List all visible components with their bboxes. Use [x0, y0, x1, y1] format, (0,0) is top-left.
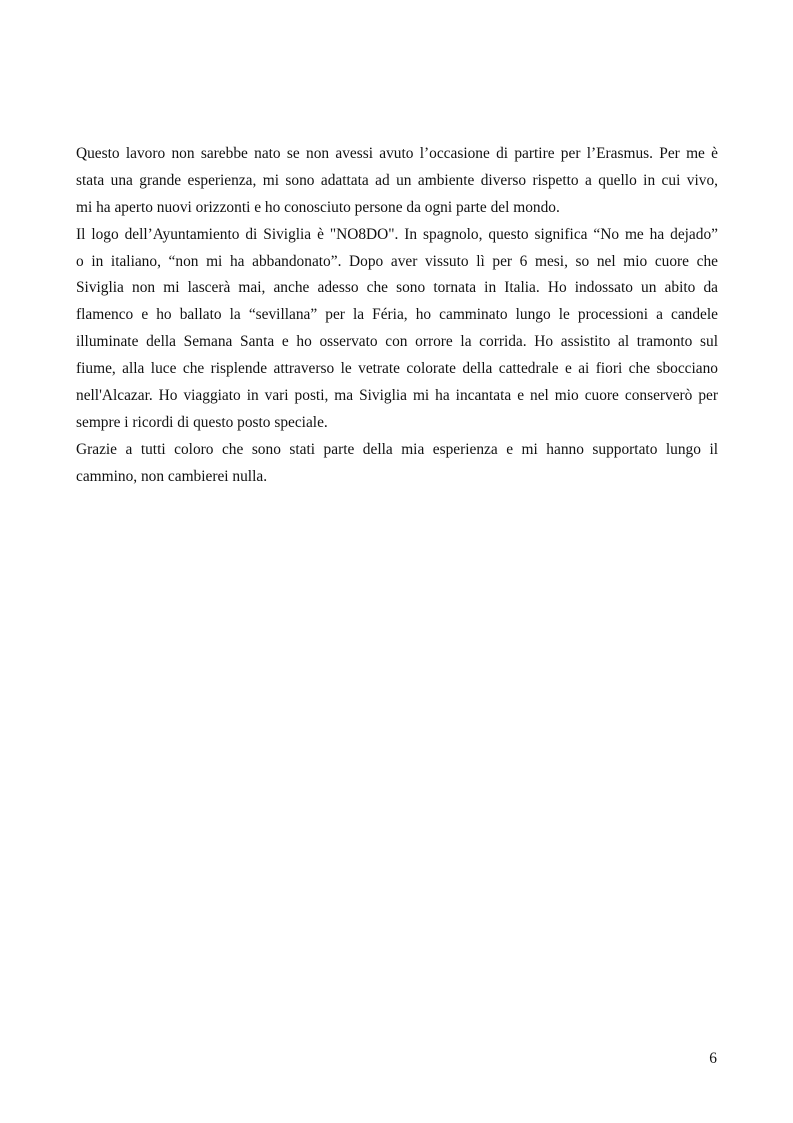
text-line: illuminate della Semana Santa e ho osservato con orrore la corrida. Ho assistito al tramonto sul	[76, 333, 718, 351]
page-number: 6	[709, 1050, 717, 1067]
text-line: cammino, non cambierei nulla.	[76, 467, 268, 485]
body-text	[76, 141, 718, 491]
text-line: stata una grande esperienza, mi sono adattata ad un ambiente diverso rispetto a quello in cui vivo,	[76, 171, 718, 189]
text-line: Siviglia non mi lascerà mai, anche adesso che sono tornata in Italia. Ho indossato un abito da	[76, 279, 718, 297]
text-line: o in italiano, “non mi ha abbandonato”. Dopo aver vissuto lì per 6 mesi, so nel mio cuore che	[76, 252, 718, 270]
text-line: Il logo dell’Ayuntamiento di Siviglia è "NO8DO". In spagnolo, questo significa “No me ha dejado”	[76, 225, 718, 243]
text-line: fiume, alla luce che risplende attraverso le vetrate colorate della cattedrale e ai fiori che sbocciano	[76, 360, 718, 378]
text-line: flamenco e ho ballato la “sevillana” per la Féria, ho camminato lungo le processioni a candele	[76, 306, 718, 324]
text-line: mi ha aperto nuovi orizzonti e ho conosciuto persone da ogni parte del mondo.	[76, 198, 560, 216]
text-line: nell'Alcazar. Ho viaggiato in vari posti, ma Siviglia mi ha incantata e nel mio cuore conserverò per	[76, 387, 718, 405]
text-line: Questo lavoro non sarebbe nato se non avessi avuto l’occasione di partire per l’Erasmus. Per me è	[76, 145, 718, 162]
text-line: Grazie a tutti coloro che sono stati parte della mia esperienza e mi hanno supportato lungo il	[76, 440, 718, 458]
text-line: sempre i ricordi di questo posto speciale.	[76, 413, 328, 431]
